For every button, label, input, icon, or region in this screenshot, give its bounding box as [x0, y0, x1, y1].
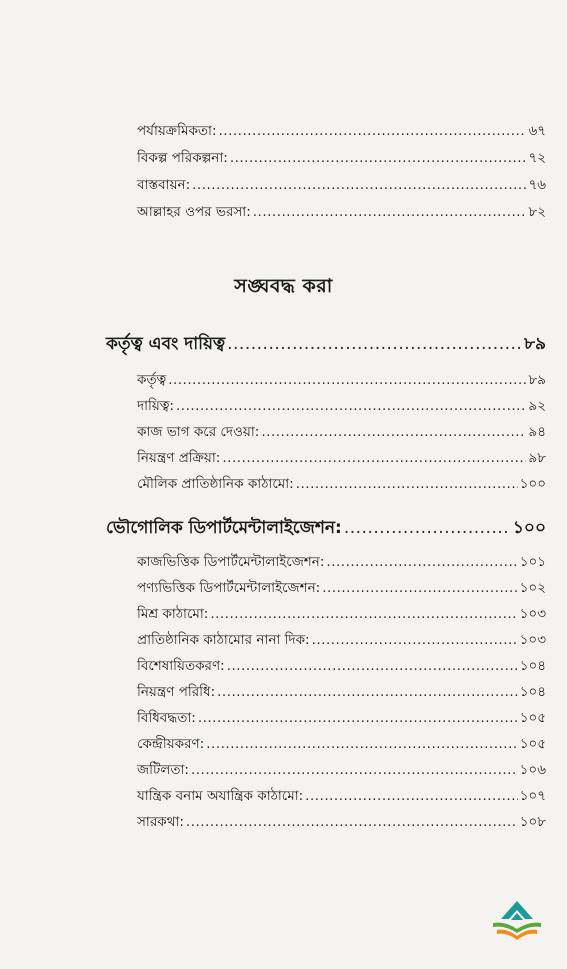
toc-entry-page: ৭৬: [528, 177, 546, 193]
toc-entry-page: ১০৩: [519, 632, 546, 648]
toc-entry: [137, 634, 546, 648]
toc-entry-label: কেন্দ্রীয়করণ:: [137, 736, 205, 752]
toc-entry-page: ১০৩: [519, 606, 546, 622]
toc-entry-label: বিকল্প পরিকল্পনা:: [137, 150, 228, 166]
toc-chapter-heading: [106, 520, 546, 537]
toc-entry-label: মিশ্র কাঠামো:: [137, 606, 209, 622]
publisher-logo-icon: [487, 899, 547, 945]
toc-entry-page: ১০৪: [519, 658, 546, 674]
toc-entry-page: ৬৭: [528, 123, 546, 139]
dot-leader: [230, 152, 527, 166]
toc-entry: [137, 179, 546, 193]
toc-entry-page: ১০১: [519, 554, 546, 570]
toc-chapter-page: ৮৯: [523, 334, 546, 354]
toc-entry-page: ১০০: [519, 476, 546, 492]
toc-entry: [137, 478, 546, 492]
toc-entry-label: কর্তৃত্ব: [137, 372, 167, 388]
dot-leader: [176, 400, 526, 414]
toc-entry-page: ৮৯: [528, 372, 546, 388]
dot-leader: [253, 206, 527, 220]
dot-leader: [305, 790, 518, 804]
toc-entry-page: ৭২: [528, 150, 546, 166]
toc-entry-label: পর্যায়ক্রমিকতা:: [137, 123, 217, 139]
toc-entry: [137, 738, 546, 752]
toc-entry-page: ১০৫: [519, 736, 546, 752]
toc-entry: [137, 582, 546, 596]
toc-entry: [137, 608, 546, 622]
toc-chapter-heading: [106, 336, 546, 353]
toc-entry-page: ১০২: [519, 580, 546, 596]
dot-leader: [312, 634, 518, 648]
toc-entry: [137, 426, 546, 440]
toc-chapter-label: কর্তৃত্ব এবং দায়িত্ব: [106, 334, 226, 354]
toc-entry-label: কাজভিত্তিক ডিপার্টমেন্টালাইজেশন:: [137, 554, 325, 570]
toc-entry-label: বাস্তবায়ন:: [137, 177, 191, 193]
toc-entry-label: বিধিবদ্ধতা:: [137, 710, 196, 726]
toc-entry-label: দায়িত্ব:: [137, 398, 174, 414]
toc-entry-page: ১০৮: [519, 814, 546, 830]
dot-leader: [191, 764, 518, 778]
toc-entry-label: যান্ত্রিক বনাম অযান্ত্রিক কাঠামো:: [137, 788, 304, 804]
toc-chapter-page: ১০০: [512, 518, 546, 538]
toc-entry: [137, 374, 546, 388]
dot-leader: [344, 520, 511, 537]
toc-entry-label: জটিলতা:: [137, 762, 189, 778]
toc-chapter-label: ভৌগোলিক ডিপার্টমেন্টালাইজেশন:: [106, 518, 342, 538]
toc-entry-page: ৯৪: [528, 424, 546, 440]
toc-entry: [137, 452, 546, 466]
dot-leader: [222, 452, 526, 466]
toc-entry: [137, 400, 546, 414]
dot-leader: [206, 738, 517, 752]
toc-entry: [137, 712, 546, 726]
toc-entry: [137, 764, 546, 778]
dot-leader: [219, 125, 527, 139]
toc-entry-page: ৮২: [528, 204, 546, 220]
toc-entry-page: ৯২: [528, 398, 546, 414]
dot-leader: [227, 660, 518, 674]
toc-entry-label: কাজ ভাগ করে দেওয়া:: [137, 424, 260, 440]
toc-entry-page: ১০৫: [519, 710, 546, 726]
toc-entry-label: বিশেষায়িতকরণ:: [137, 658, 225, 674]
toc-entry: [137, 206, 546, 220]
toc-entry-label: সারকথা:: [137, 814, 184, 830]
toc-entry-label: মৌলিক প্রাতিষ্ঠানিক কাঠামো:: [137, 476, 294, 492]
toc-entry-label: পণ্যভিত্তিক ডিপার্টমেন্টালাইজেশন:: [137, 580, 321, 596]
dot-leader: [210, 608, 517, 622]
dot-leader: [322, 582, 517, 596]
dot-leader: [296, 478, 518, 492]
toc-entry-page: ১০৪: [519, 684, 546, 700]
section-title: সঙ্ঘবদ্ধ করা: [234, 275, 333, 297]
toc-entry: [137, 125, 546, 139]
dot-leader: [192, 179, 526, 193]
dot-leader: [326, 556, 517, 570]
toc-entry: [137, 556, 546, 570]
toc-entry-page: ৯৮: [528, 450, 546, 466]
dot-leader: [168, 374, 526, 388]
toc-entry-label: প্রাতিষ্ঠানিক কাঠামোর নানা দিক:: [137, 632, 310, 648]
dot-leader: [186, 816, 518, 830]
toc-entry-label: আল্লাহর ওপর ভরসা:: [137, 204, 251, 220]
toc-entry: [137, 790, 546, 804]
toc-entry-page: ১০৬: [519, 762, 546, 778]
toc-entry-page: ১০৭: [519, 788, 546, 804]
toc-entry: [137, 686, 546, 700]
toc-entry: [137, 660, 546, 674]
dot-leader: [217, 686, 518, 700]
toc-entry: [137, 816, 546, 830]
dot-leader: [198, 712, 518, 726]
toc-entry: [137, 152, 546, 166]
toc-entry-label: নিয়ন্ত্রণ প্রক্রিয়া:: [137, 450, 221, 466]
dot-leader: [261, 426, 526, 440]
dot-leader: [227, 336, 522, 353]
toc-entry-label: নিয়ন্ত্রণ পরিধি:: [137, 684, 216, 700]
